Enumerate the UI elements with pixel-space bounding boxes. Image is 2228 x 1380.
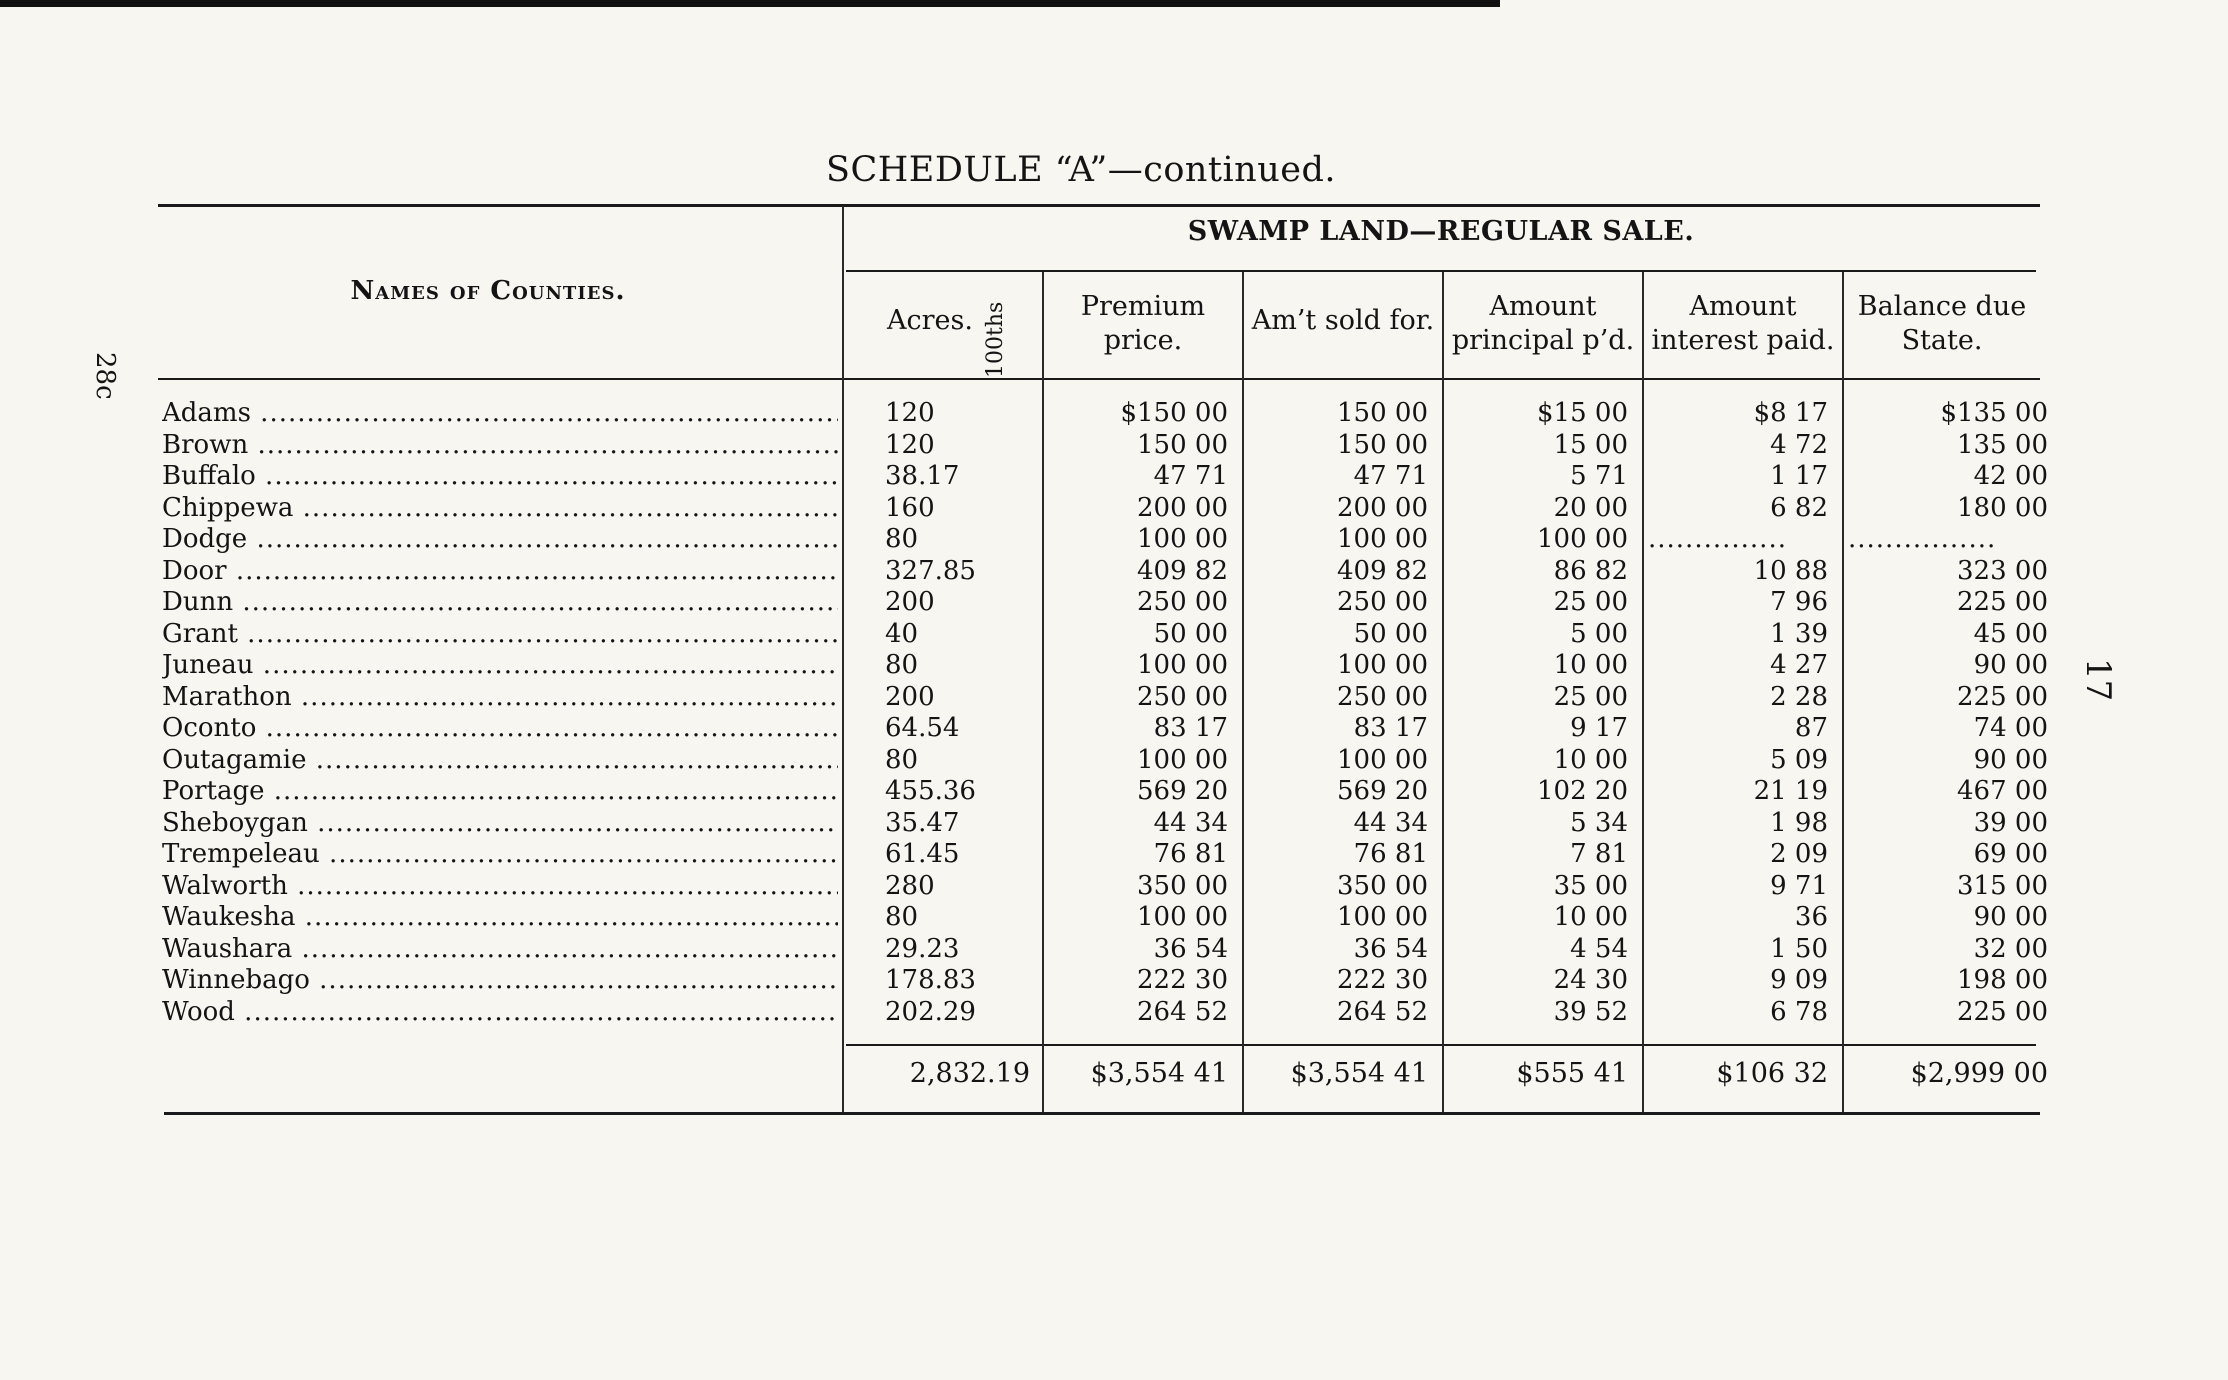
table-row xyxy=(0,745,2228,776)
totals-row xyxy=(0,1058,2228,1089)
balance-cell: 90 00 xyxy=(1973,902,2048,932)
premium-cell: 83 17 xyxy=(1153,713,1228,743)
principal-cell: 20 00 xyxy=(1553,492,1628,523)
premium-cell: 350 00 xyxy=(1137,870,1228,901)
balance-cell: 90 00 xyxy=(1973,650,2048,680)
sold-cell: 100 00 xyxy=(1337,744,1428,775)
county-name: Sheboygan ..... xyxy=(162,808,838,838)
sold-cell: 44 34 xyxy=(1353,807,1428,838)
principal-cell: 25 00 xyxy=(1553,587,1628,617)
column-header-principal xyxy=(1444,290,1642,358)
premium-cell: 36 54 xyxy=(1153,933,1228,964)
interest-cell: $8 17 xyxy=(1753,398,1828,428)
sold-cell: 76 81 xyxy=(1353,839,1428,869)
acres-cell: 200 xyxy=(885,587,935,617)
premium-cell: 222 30 xyxy=(1137,965,1228,995)
balance-cell: 69 00 xyxy=(1973,839,2048,869)
rule-totals-over xyxy=(846,1044,2036,1046)
column-header-line: Balance due xyxy=(1857,291,2027,322)
principal-cell: 35 00 xyxy=(1553,870,1628,901)
table-row xyxy=(0,524,2228,555)
principal-cell: 86 82 xyxy=(1553,555,1628,586)
principal-cell: 102 20 xyxy=(1537,776,1628,806)
table-row xyxy=(0,398,2228,429)
interest-cell: 36 xyxy=(1794,902,1828,932)
premium-cell: 150 00 xyxy=(1137,429,1228,460)
acres-cell: 120 xyxy=(885,398,935,428)
interest-cell: 2 28 xyxy=(1770,681,1828,712)
acres-cell: 38.17 xyxy=(885,461,960,491)
premium-cell: 200 00 xyxy=(1137,492,1228,523)
table-row xyxy=(0,619,2228,650)
interest-cell: 1 50 xyxy=(1770,933,1828,964)
names-of-counties-header: Names of Counties. xyxy=(350,276,626,306)
rule-bottom xyxy=(164,1112,2040,1115)
county-name: Door ..... xyxy=(162,556,838,586)
acres-cell: 160 xyxy=(885,492,935,523)
acres-cell: 35.47 xyxy=(885,807,960,838)
acres-cell: 202.29 xyxy=(885,996,976,1027)
table-row xyxy=(0,556,2228,587)
table-row xyxy=(0,997,2228,1028)
principal-cell: $15 00 xyxy=(1537,398,1628,428)
premium-cell: 569 20 xyxy=(1137,776,1228,806)
premium-cell: 100 00 xyxy=(1137,650,1228,680)
acres-cell: 280 xyxy=(885,870,935,901)
column-header-acres xyxy=(870,304,990,338)
column-header-line: State. xyxy=(1901,325,1983,356)
column-header-line: Amount xyxy=(1689,291,1797,322)
total-premium: $3,554 41 xyxy=(1090,1058,1228,1089)
scan-edge-band xyxy=(0,0,1500,7)
column-header-line: price. xyxy=(1103,325,1183,356)
interest-cell: 4 27 xyxy=(1770,650,1828,680)
sold-cell: 100 00 xyxy=(1337,650,1428,680)
acres-cell: 29.23 xyxy=(885,933,960,964)
balance-cell: 135 00 xyxy=(1957,429,2048,460)
acres-cell: 80 xyxy=(885,744,919,775)
acres-cell: 64.54 xyxy=(885,713,960,743)
sold-cell: 36 54 xyxy=(1353,933,1428,964)
acres-cell: 80 xyxy=(885,902,919,932)
schedule-title: SCHEDULE “A”—continued. xyxy=(826,150,1337,190)
premium-cell: 76 81 xyxy=(1153,839,1228,869)
county-name: Chippewa ..... xyxy=(162,493,838,523)
interest-cell: 1 98 xyxy=(1770,807,1828,838)
table-row xyxy=(0,713,2228,744)
column-header-line: Acres. xyxy=(887,305,973,336)
table-row xyxy=(0,587,2228,618)
balance-cell: 180 00 xyxy=(1957,492,2048,523)
principal-cell: 10 00 xyxy=(1553,650,1628,680)
interest-cell: 4 72 xyxy=(1770,429,1828,460)
column-header-line: Am’t sold for. xyxy=(1251,305,1435,336)
principal-cell: 5 71 xyxy=(1570,461,1628,491)
table-row xyxy=(0,839,2228,870)
premium-cell: 409 82 xyxy=(1137,555,1228,586)
balance-cell: $135 00 xyxy=(1940,398,2048,428)
county-name: Winnebago ..... xyxy=(162,965,838,995)
premium-cell: 100 00 xyxy=(1137,744,1228,775)
interest-cell: 9 09 xyxy=(1770,965,1828,995)
acres-cell: 61.45 xyxy=(885,839,960,869)
county-name: Adams ..... xyxy=(162,398,838,428)
sold-cell: 250 00 xyxy=(1337,681,1428,712)
sold-cell: 150 00 xyxy=(1337,398,1428,428)
sold-cell: 100 00 xyxy=(1337,902,1428,932)
county-name: Portage ..... xyxy=(162,776,838,806)
interest-cell: 1 39 xyxy=(1770,618,1828,649)
page-number: 17 xyxy=(2078,658,2118,702)
sold-cell: 200 00 xyxy=(1337,492,1428,523)
balance-cell: 225 00 xyxy=(1957,996,2048,1027)
premium-cell: 50 00 xyxy=(1153,618,1228,649)
page-side-mark: 28c xyxy=(90,352,120,400)
total-interest: $106 32 xyxy=(1716,1058,1828,1089)
premium-cell: 100 00 xyxy=(1137,524,1228,554)
column-header-line: Premium xyxy=(1080,291,1206,322)
county-name: Juneau ..... xyxy=(162,650,838,680)
total-sold: $3,554 41 xyxy=(1290,1058,1428,1089)
sold-cell: 100 00 xyxy=(1337,524,1428,554)
total-balance: $2,999 00 xyxy=(1910,1058,2048,1089)
principal-cell: 5 34 xyxy=(1570,807,1628,838)
interest-cell: 7 96 xyxy=(1770,587,1828,617)
balance-cell: 45 00 xyxy=(1973,618,2048,649)
acres-cell: 40 xyxy=(885,618,919,649)
interest-cell: 6 78 xyxy=(1770,996,1828,1027)
county-name: Walworth ..... xyxy=(162,871,838,901)
county-name: Trempeleau ..... xyxy=(162,839,838,869)
principal-cell: 25 00 xyxy=(1553,681,1628,712)
balance-cell: 315 00 xyxy=(1957,870,2048,901)
principal-cell: 7 81 xyxy=(1570,839,1628,869)
balance-cell: 467 00 xyxy=(1957,776,2048,806)
acres-cell: 327.85 xyxy=(885,555,976,586)
sold-cell: 83 17 xyxy=(1353,713,1428,743)
sold-cell: 264 52 xyxy=(1337,996,1428,1027)
acres-cell: 120 xyxy=(885,429,935,460)
principal-cell: 9 17 xyxy=(1570,713,1628,743)
balance-cell: 90 00 xyxy=(1973,744,2048,775)
table-row xyxy=(0,430,2228,461)
principal-cell: 15 00 xyxy=(1553,429,1628,460)
principal-cell: 24 30 xyxy=(1553,965,1628,995)
sold-cell: 50 00 xyxy=(1353,618,1428,649)
county-name: Oconto ..... xyxy=(162,713,838,743)
principal-cell: 10 00 xyxy=(1553,902,1628,932)
county-name: Buffalo ..... xyxy=(162,461,838,491)
premium-cell: 100 00 xyxy=(1137,902,1228,932)
premium-cell: 44 34 xyxy=(1153,807,1228,838)
interest-cell: 10 88 xyxy=(1753,555,1828,586)
table-row xyxy=(0,902,2228,933)
sold-cell: 47 71 xyxy=(1353,461,1428,491)
balance-cell: 198 00 xyxy=(1957,965,2048,995)
table-row xyxy=(0,461,2228,492)
balance-cell: 32 00 xyxy=(1973,933,2048,964)
sold-cell: 409 82 xyxy=(1337,555,1428,586)
rule-top xyxy=(158,204,2040,207)
table-row xyxy=(0,871,2228,902)
table-row xyxy=(0,808,2228,839)
county-name: Dodge ..... xyxy=(162,524,838,554)
interest-cell: 5 09 xyxy=(1770,744,1828,775)
column-header-premium xyxy=(1044,290,1242,358)
county-name: Waukesha ..... xyxy=(162,902,838,932)
table-row xyxy=(0,682,2228,713)
premium-cell: 264 52 xyxy=(1137,996,1228,1027)
column-header-line: interest paid. xyxy=(1651,325,1835,356)
table-row xyxy=(0,776,2228,807)
county-name: Dunn ..... xyxy=(162,587,838,617)
county-name: Outagamie ..... xyxy=(162,745,838,775)
county-name: Wood ..... xyxy=(162,997,838,1027)
interest-cell: 2 09 xyxy=(1770,839,1828,869)
acres-cell: 178.83 xyxy=(885,965,976,995)
group-header: SWAMP LAND—REGULAR SALE. xyxy=(1187,216,1695,247)
balance-cell-blank: ................ xyxy=(1848,524,1997,554)
principal-cell: 4 54 xyxy=(1570,933,1628,964)
column-header-sold xyxy=(1244,304,1442,338)
sold-cell: 150 00 xyxy=(1337,429,1428,460)
table-row xyxy=(0,493,2228,524)
principal-cell: 5 00 xyxy=(1570,618,1628,649)
interest-cell-blank: ............... xyxy=(1648,524,1787,554)
interest-cell: 87 xyxy=(1794,713,1828,743)
county-name: Grant ..... xyxy=(162,619,838,649)
principal-cell: 100 00 xyxy=(1537,524,1628,554)
premium-cell: $150 00 xyxy=(1120,398,1228,428)
sold-cell: 250 00 xyxy=(1337,587,1428,617)
balance-cell: 323 00 xyxy=(1957,555,2048,586)
sold-cell: 222 30 xyxy=(1337,965,1428,995)
principal-cell: 39 52 xyxy=(1553,996,1628,1027)
interest-cell: 21 19 xyxy=(1753,776,1828,806)
total-acres: 2,832.19 xyxy=(909,1058,1030,1089)
rule-header-under xyxy=(158,378,2040,380)
acres-cell: 80 xyxy=(885,650,919,680)
acres-fraction-label: 100ths xyxy=(983,301,1008,378)
sold-cell: 350 00 xyxy=(1337,870,1428,901)
principal-cell: 10 00 xyxy=(1553,744,1628,775)
county-name: Brown ..... xyxy=(162,430,838,460)
balance-cell: 39 00 xyxy=(1973,807,2048,838)
table-row xyxy=(0,934,2228,965)
interest-cell: 6 82 xyxy=(1770,492,1828,523)
county-name: Waushara ..... xyxy=(162,934,838,964)
premium-cell: 250 00 xyxy=(1137,681,1228,712)
interest-cell: 1 17 xyxy=(1770,461,1828,491)
acres-cell: 455.36 xyxy=(885,776,976,806)
rule-group-under xyxy=(846,270,2036,272)
balance-cell: 225 00 xyxy=(1957,681,2048,712)
balance-cell: 74 00 xyxy=(1973,713,2048,743)
table-row xyxy=(0,965,2228,996)
balance-cell: 225 00 xyxy=(1957,587,2048,617)
sold-cell: 569 20 xyxy=(1337,776,1428,806)
acres-cell: 200 xyxy=(885,681,935,712)
balance-cell: 42 00 xyxy=(1973,461,2048,491)
premium-cell: 250 00 xyxy=(1137,587,1228,617)
acres-cell: 80 xyxy=(885,524,919,554)
column-header-line: principal p’d. xyxy=(1451,325,1635,356)
column-header-line: Amount xyxy=(1489,291,1597,322)
table-row xyxy=(0,650,2228,681)
county-name: Marathon ..... xyxy=(162,682,838,712)
interest-cell: 9 71 xyxy=(1770,870,1828,901)
premium-cell: 47 71 xyxy=(1153,461,1228,491)
total-principal: $555 41 xyxy=(1516,1058,1628,1089)
column-header-interest xyxy=(1644,290,1842,358)
column-header-balance xyxy=(1844,290,2040,358)
